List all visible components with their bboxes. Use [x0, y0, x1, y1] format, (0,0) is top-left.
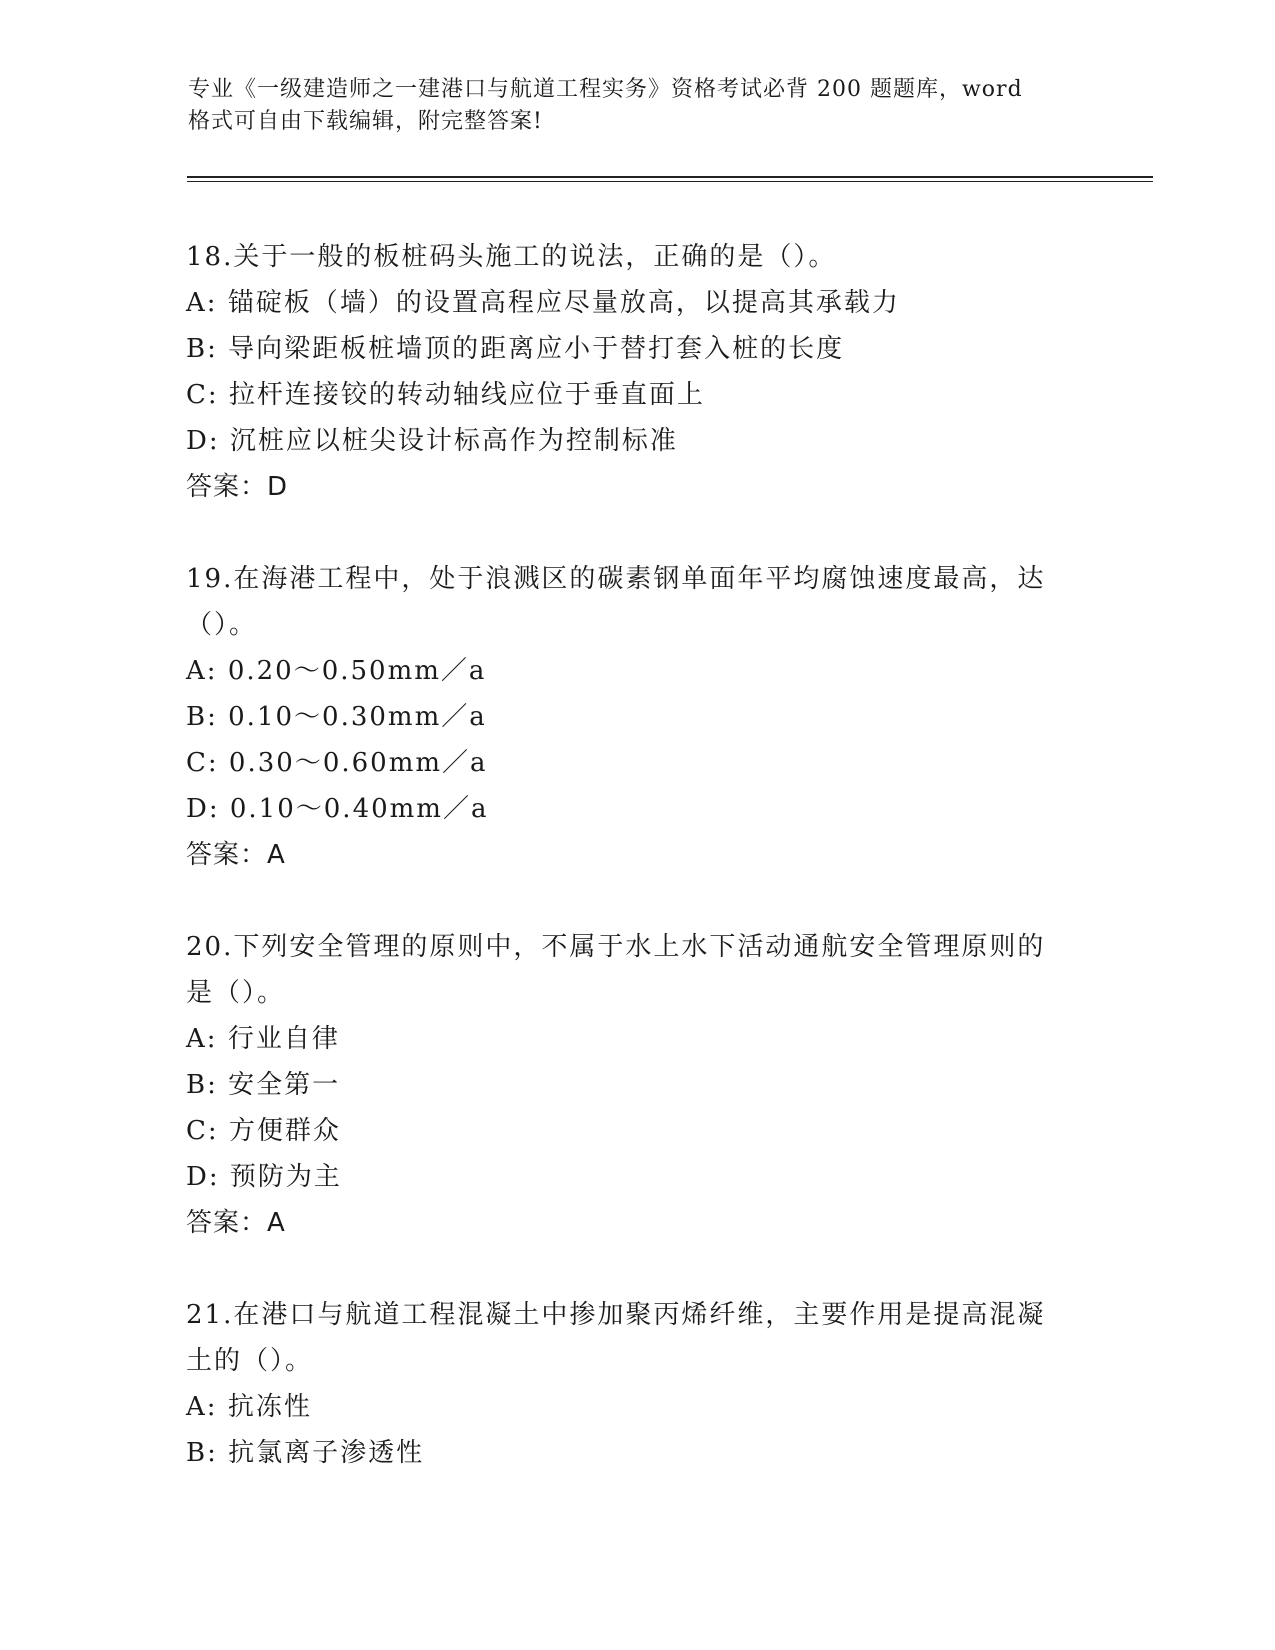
option-text: 方便群众 [228, 1116, 341, 1146]
option-key: B: [186, 1438, 218, 1468]
option-text: 安全第一 [228, 1070, 341, 1100]
option-key: C: [186, 380, 219, 410]
option-c [186, 740, 1086, 786]
header-divider-thin [187, 181, 1153, 182]
option-a [186, 280, 1086, 326]
question-stem: 21.在港口与航道工程混凝土中掺加聚丙烯纤维，主要作用是提高混凝 [186, 1300, 1046, 1330]
option-key: C: [186, 1116, 219, 1146]
question-stem: 20.下列安全管理的原则中，不属于水上水下活动通航安全管理原则的 [186, 932, 1046, 962]
header-line-2: 格式可自由下载编辑，附完整答案! [188, 109, 543, 134]
answer-line: 答案：A [186, 840, 286, 870]
option-text: 导向梁距板桩墙顶的距离应小于替打套入桩的长度 [228, 334, 845, 364]
question-stem: 18.关于一般的板桩码头施工的说法，正确的是（）。 [186, 242, 837, 272]
option-d [186, 1154, 1086, 1200]
option-text: 0.20～0.50mm／a [227, 656, 487, 686]
option-key: A: [186, 656, 218, 686]
question-20 [186, 924, 1086, 1246]
question-stem: 19.在海港工程中，处于浪溅区的碳素钢单面年平均腐蚀速度最高，达 [186, 564, 1046, 594]
option-key: A: [186, 1392, 218, 1422]
option-text: 拉杆连接铰的转动轴线应位于垂直面上 [228, 380, 705, 410]
option-d [186, 786, 1086, 832]
option-d [186, 418, 1086, 464]
header-divider-thick [187, 176, 1153, 178]
option-text: 锚碇板（墙）的设置高程应尽量放高，以提高其承载力 [227, 288, 900, 318]
question-18 [186, 234, 1086, 510]
option-b [186, 1062, 1086, 1108]
option-text: 0.10～0.30mm／a [228, 702, 487, 732]
question-stem-continued: 土的（）。 [186, 1346, 314, 1376]
question-stem-continued: （）。 [186, 610, 258, 640]
question-list [186, 234, 1086, 1522]
option-text: 0.10～0.40mm／a [229, 794, 489, 824]
option-a [186, 1016, 1086, 1062]
option-text: 0.30～0.60mm／a [228, 748, 488, 778]
option-b [186, 1430, 1086, 1476]
document-header [188, 74, 1068, 138]
option-text: 行业自律 [227, 1024, 340, 1054]
option-b [186, 326, 1086, 372]
option-key: B: [186, 334, 218, 364]
answer-line: 答案：A [186, 1208, 286, 1238]
option-key: D: [186, 1162, 220, 1192]
option-key: D: [186, 426, 220, 456]
option-text: 沉桩应以桩尖设计标高作为控制标准 [229, 426, 678, 456]
option-key: B: [186, 702, 218, 732]
option-b [186, 694, 1086, 740]
answer-line: 答案：D [186, 472, 289, 502]
option-key: B: [186, 1070, 218, 1100]
option-a [186, 648, 1086, 694]
question-19 [186, 556, 1086, 878]
question-stem-continued: 是（）。 [186, 978, 286, 1008]
question-21 [186, 1292, 1086, 1476]
option-a [186, 1384, 1086, 1430]
option-key: A: [186, 1024, 218, 1054]
option-key: C: [186, 748, 219, 778]
option-text: 抗冻性 [227, 1392, 312, 1422]
option-text: 抗氯离子渗透性 [228, 1438, 425, 1468]
option-key: D: [186, 794, 220, 824]
option-text: 预防为主 [229, 1162, 342, 1192]
option-c [186, 1108, 1086, 1154]
option-c [186, 372, 1086, 418]
header-line-1: 专业《一级建造师之一建港口与航道工程实务》资格考试必背 200 题题库，word [188, 77, 1023, 102]
option-key: A: [186, 288, 218, 318]
